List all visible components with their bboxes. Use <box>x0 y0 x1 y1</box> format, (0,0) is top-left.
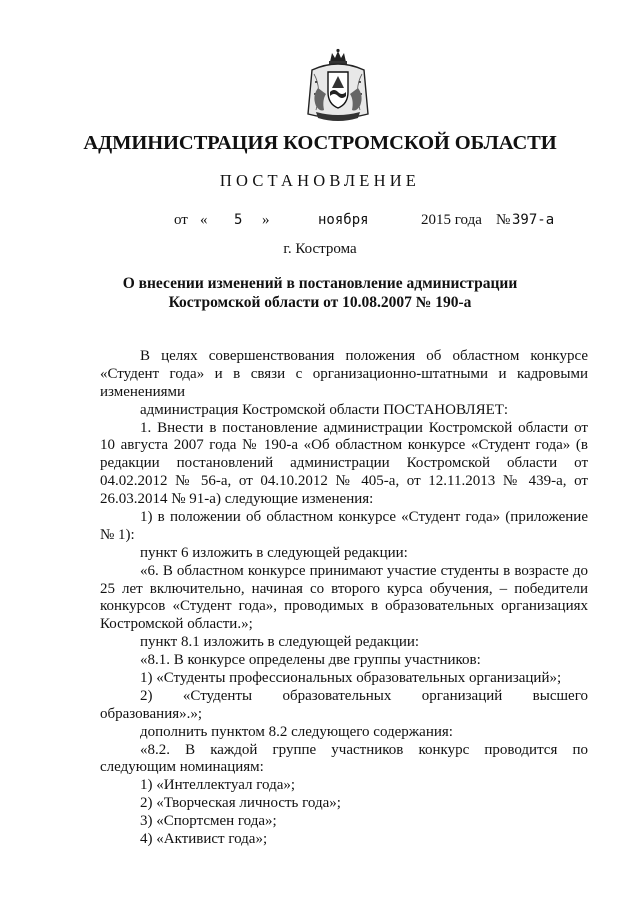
document-type: ПОСТАНОВЛЕНИЕ <box>219 171 421 190</box>
body-line: 1) в положении об областном конкурсе «Студент года» (приложение <box>140 509 588 526</box>
date-quote-open: « <box>200 212 208 228</box>
body-line: № 1): <box>100 526 135 543</box>
body-line: 1) «Студенты профессиональных образовательных организаций»; <box>140 670 562 687</box>
body-line: «6. В областном конкурсе принимают участие студенты в возрасте до <box>140 562 588 579</box>
body-line: конкурсов «Студент года», проводимых в образовательных организациях <box>100 598 588 615</box>
document-body <box>100 348 588 849</box>
body-line: образования».»; <box>100 705 203 722</box>
coat-of-arms-icon <box>302 48 374 124</box>
document-title-line-1: О внесении изменений в постановление администрации <box>122 275 518 292</box>
body-line: «Студент года» и в связи с организационно-штатными и кадровыми <box>100 365 588 382</box>
body-line: 25 лет включительно, начиная со второго курса обучения, – победители <box>100 580 588 597</box>
body-line: 04.02.2012 № 56-а, от 04.10.2012 № 405-а, от 12.11.2013 № 439-а, от <box>100 473 588 490</box>
body-line: пункт 8.1 изложить в следующей редакции: <box>140 634 420 651</box>
body-line: 2) «Студенты образовательных организаций высшего <box>140 687 588 704</box>
body-line: «8.2. В каждой группе участников конкурс проводится по <box>140 741 588 758</box>
body-line: 2) «Творческая личность года»; <box>140 795 341 812</box>
date-quote-close: » <box>262 212 270 228</box>
body-line: 3) «Спортсмен года»; <box>140 813 277 830</box>
body-line: дополнить пунктом 8.2 следующего содержания: <box>140 723 453 740</box>
body-line: 1) «Интеллектуал года»; <box>140 777 296 794</box>
date-from: от <box>174 212 188 228</box>
document-number: 397-а <box>512 212 555 228</box>
body-line: изменениями <box>100 383 186 400</box>
body-line: «8.1. В конкурсе определены две группы участников: <box>140 652 481 669</box>
organization-name: АДМИНИСТРАЦИЯ КОСТРОМСКОЙ ОБЛАСТИ <box>83 132 557 154</box>
body-line: администрация Костромской области ПОСТАНОВЛЯЕТ: <box>140 401 509 418</box>
date-day: 5 <box>234 212 243 228</box>
number-sign: № <box>496 212 511 228</box>
date-year: 2015 года <box>421 212 482 228</box>
body-line: В целях совершенствования положения об областном конкурсе <box>140 348 588 364</box>
body-line: 26.03.2014 № 91-а) следующие изменения: <box>100 491 374 508</box>
city: г. Кострома <box>283 241 357 257</box>
document-title-line-2: Костромской области от 10.08.2007 № 190-а <box>168 294 472 311</box>
body-line: 10 августа 2007 года № 190-а «Об областном конкурсе «Студент года» (в <box>100 437 588 454</box>
body-line: 4) «Активист года»; <box>140 831 268 848</box>
body-line: пункт 6 изложить в следующей редакции: <box>140 544 408 561</box>
body-line: редакции постановлений администрации Костромской области от <box>100 455 588 472</box>
body-line: 1. Внести в постановление администрации Костромской области от <box>140 419 588 436</box>
body-line: следующим номинациям: <box>100 759 264 776</box>
body-line: Костромской области.»; <box>100 616 253 633</box>
date-month: ноября <box>318 212 369 228</box>
